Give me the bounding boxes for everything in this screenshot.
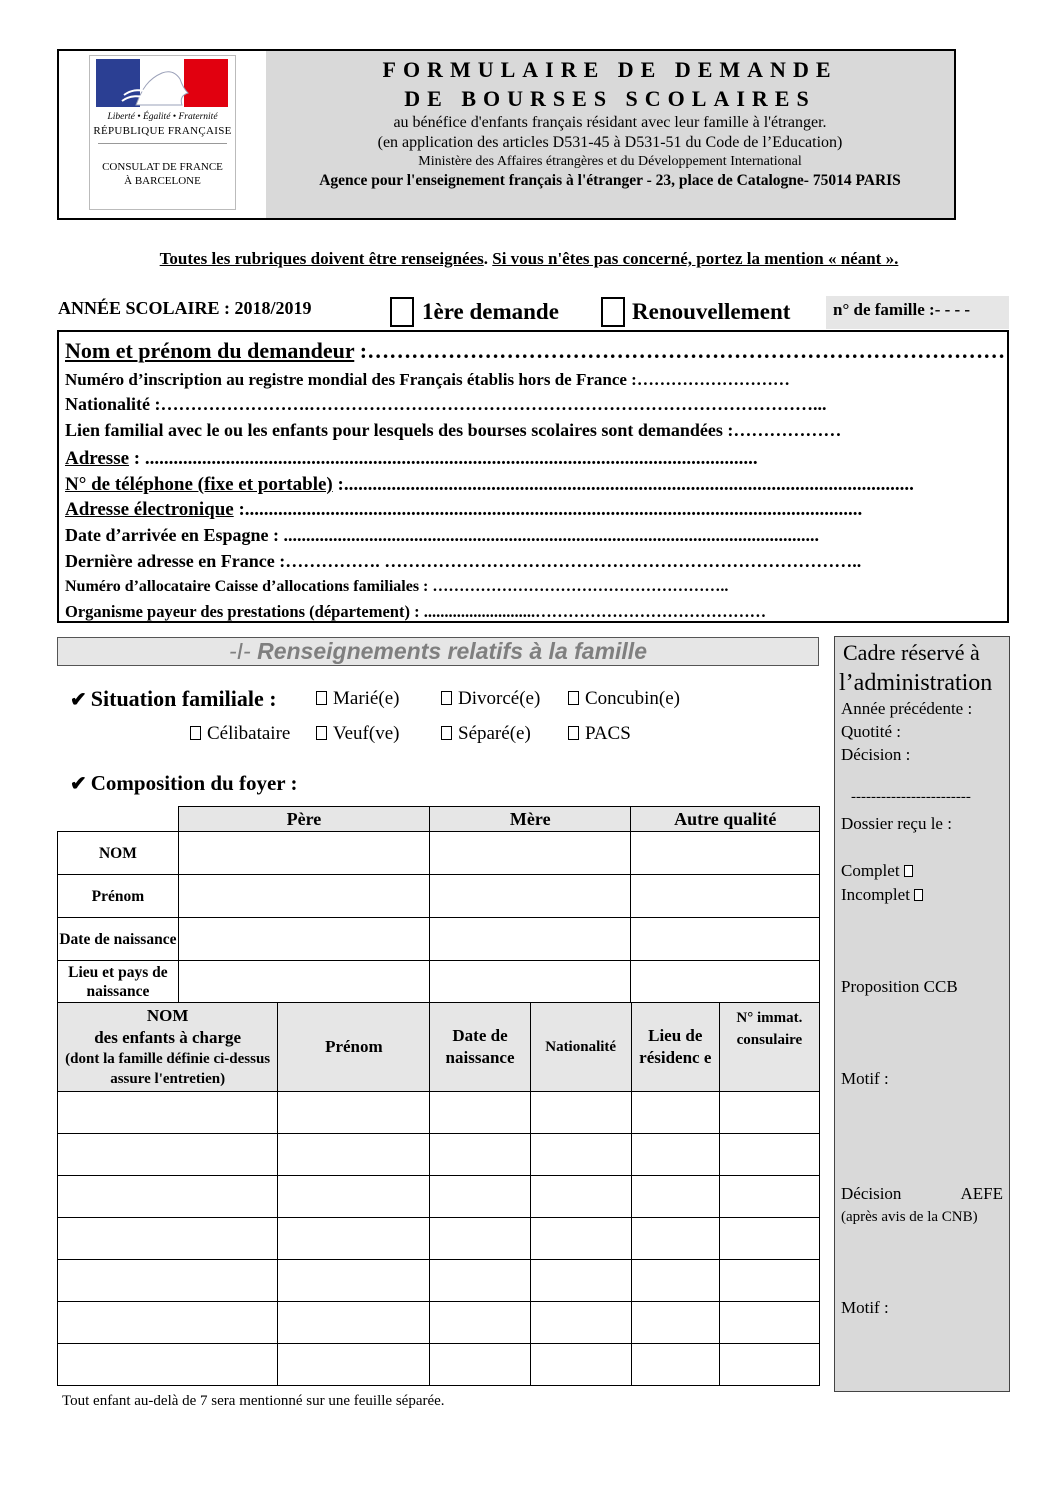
option-celibataire[interactable] — [190, 723, 290, 745]
cell-mere-lieu[interactable] — [430, 961, 631, 1003]
republique-francaise-logo — [89, 55, 236, 210]
ministere-line: Ministère des Affaires étrangères et du Développement International — [418, 154, 802, 169]
complet-option[interactable] — [841, 861, 919, 881]
cell[interactable] — [719, 1092, 819, 1134]
incomplet-label: Incomplet — [841, 885, 910, 904]
col-nom-line3: (dont la famille définie ci-dessus assure l'entretien) — [65, 1051, 271, 1087]
renouvellement-label: Renouvellement — [632, 299, 791, 324]
annee-precedente: Année précédente : — [841, 699, 973, 718]
checkbox-icon[interactable] — [904, 865, 913, 877]
col-nom-line2: des enfants à charge — [94, 1028, 242, 1047]
row-label-lieu: Lieu et pays de naissance — [58, 961, 179, 1003]
cell-autre-nom[interactable] — [631, 832, 820, 875]
complet-label: Complet — [841, 861, 900, 880]
cell[interactable] — [530, 1176, 631, 1218]
checkbox-icon[interactable] — [441, 726, 452, 740]
cell[interactable] — [530, 1134, 631, 1176]
cell-autre-lieu[interactable] — [631, 961, 820, 1003]
cell[interactable] — [58, 1260, 278, 1302]
cell-mere-nom[interactable] — [430, 832, 631, 875]
cell[interactable] — [530, 1092, 631, 1134]
adresse-dots: : ................................................................................................................................. — [129, 448, 758, 469]
consulat-line1: CONSULAT DE FRANCE — [102, 161, 223, 173]
col-autre: Autre qualité — [631, 807, 820, 832]
checkbox-icon[interactable] — [914, 889, 923, 901]
instruction-part1: Toutes les rubriques doivent être renseignées — [159, 249, 484, 268]
check-icon: ✔ — [70, 773, 87, 795]
cell[interactable] — [719, 1344, 819, 1386]
cell[interactable] — [58, 1302, 278, 1344]
cell-pere-date[interactable] — [178, 918, 429, 961]
table-row — [58, 1092, 820, 1134]
col-prenom: Prénom — [278, 1003, 430, 1092]
decision: Décision : — [841, 745, 911, 764]
row-label-date: Date de naissance — [58, 918, 179, 961]
motif-1: Motif : — [841, 1069, 889, 1088]
checkbox-icon[interactable] — [568, 726, 579, 740]
footnote: Tout enfant au-delà de 7 sera mentionné sur une feuille séparée. — [62, 1393, 445, 1409]
checkbox-icon[interactable] — [316, 726, 327, 740]
col-lieu-residence: Lieu de résidenc e — [631, 1003, 719, 1092]
col-nom-line1: NOM — [146, 1006, 189, 1025]
email-field[interactable] — [65, 499, 862, 521]
table-row — [58, 1302, 820, 1344]
cell[interactable] — [719, 1218, 819, 1260]
check-icon: ✔ — [70, 689, 87, 711]
marianne-flag-icon — [96, 59, 228, 107]
checkbox-icon[interactable] — [190, 726, 201, 740]
option-concubin[interactable] — [568, 688, 680, 710]
composition-foyer-label: Composition du foyer : — [90, 771, 298, 795]
option-marie[interactable] — [316, 688, 399, 710]
agence-line: Agence pour l'enseignement français à l'étranger - 23, place de Catalogne- 75014 PARIS — [319, 172, 901, 189]
famille-section-header — [57, 637, 819, 666]
cell-pere-lieu[interactable] — [178, 961, 429, 1003]
form-title-line2: DE BOURSES SCOLAIRES — [404, 86, 816, 111]
cell[interactable] — [530, 1302, 631, 1344]
col-date-naissance: Date de naissance — [430, 1003, 530, 1092]
inscription-field[interactable]: Numéro d’inscription au registre mondial des Français établis hors de France :……………………… — [65, 370, 790, 389]
col-pere: Père — [178, 807, 429, 832]
cell[interactable] — [58, 1134, 278, 1176]
decision-aefe-label: Décision — [841, 1184, 902, 1203]
option-label: Divorcé(e) — [458, 688, 541, 709]
option-label: Célibataire — [207, 723, 291, 744]
cell[interactable] — [631, 1176, 719, 1218]
col-nom-enfants — [58, 1003, 278, 1092]
nom-prenom-dots: :…………………………………………………………………………… — [354, 338, 1006, 363]
apres-avis-cnb: (après avis de la CNB) — [841, 1209, 978, 1225]
cell[interactable] — [530, 1218, 631, 1260]
telephone-label: N° de téléphone (fixe et portable) — [65, 474, 333, 495]
col-nationalite: Nationalité — [530, 1003, 631, 1092]
cell-autre-prenom[interactable] — [631, 875, 820, 918]
row-label-prenom: Prénom — [58, 875, 179, 918]
instruction-line — [57, 249, 1001, 269]
cell[interactable] — [278, 1218, 430, 1260]
option-divorce[interactable] — [441, 688, 540, 710]
cell[interactable] — [719, 1260, 819, 1302]
derniere-adresse-field[interactable]: Dernière adresse en France :……………. …………………………………………………………………….. — [65, 551, 862, 571]
option-pacs[interactable] — [568, 723, 631, 745]
admin-reserved-box — [834, 636, 1010, 1392]
email-dots: :.................................................................................................................................. — [233, 499, 863, 520]
cell[interactable] — [631, 1260, 719, 1302]
cell[interactable] — [631, 1092, 719, 1134]
table-corner — [58, 807, 179, 832]
cell[interactable] — [530, 1260, 631, 1302]
admin-separator: ------------------------ — [851, 789, 971, 805]
option-label: Marié(e) — [333, 688, 400, 709]
cell[interactable] — [719, 1176, 819, 1218]
cell-mere-date[interactable] — [430, 918, 631, 961]
situation-familiale-label: Situation familiale : — [90, 686, 277, 711]
cell[interactable] — [430, 1176, 530, 1218]
motif-2: Motif : — [841, 1298, 889, 1317]
nom-prenom-field[interactable] — [65, 338, 1005, 364]
table-row — [58, 1344, 820, 1386]
option-label: Veuf(ve) — [333, 723, 400, 744]
email-label: Adresse électronique — [65, 499, 234, 520]
cell[interactable] — [631, 1218, 719, 1260]
cell[interactable] — [430, 1218, 530, 1260]
demandeur-section — [57, 330, 1009, 623]
cell[interactable] — [719, 1134, 819, 1176]
cell-mere-prenom[interactable] — [430, 875, 631, 918]
admin-title2: l’administration — [839, 670, 993, 696]
checkbox-icon[interactable] — [441, 691, 452, 705]
logo-divider — [98, 143, 227, 144]
logo-consulat — [90, 160, 235, 188]
cell[interactable] — [58, 1092, 278, 1134]
lien-familial-field[interactable]: Lien familial avec le ou les enfants pour lesquels des bourses scolaires sont demandées :……………… — [65, 420, 842, 440]
telephone-field[interactable] — [65, 474, 914, 496]
option-veuf[interactable] — [316, 723, 399, 745]
section-title: Renseignements relatifs à la famille — [250, 638, 647, 664]
form-header — [57, 49, 956, 220]
cell[interactable] — [58, 1176, 278, 1218]
table-row — [58, 1260, 820, 1302]
annee-scolaire: ANNÉE SCOLAIRE : 2018/2019 — [58, 298, 312, 318]
cell-pere-nom[interactable] — [178, 832, 429, 875]
cell[interactable] — [430, 1302, 530, 1344]
cell-pere-prenom[interactable] — [178, 875, 429, 918]
dossier-recu: Dossier reçu le : — [841, 814, 952, 833]
premiere-demande-label: 1ère demande — [422, 299, 559, 324]
proposition-ccb: Proposition CCB — [841, 977, 958, 996]
parents-table — [57, 806, 820, 1003]
cell[interactable] — [430, 1344, 530, 1386]
logo-area — [59, 51, 268, 218]
telephone-dots: :........................................................................................................................ — [332, 474, 914, 495]
premiere-demande-checkbox[interactable] — [390, 297, 414, 327]
col-mere: Mère — [430, 807, 631, 832]
date-arrivee-field[interactable]: Date d’arrivée en Espagne : ....................................................................................................................... — [65, 525, 819, 545]
cell[interactable] — [631, 1344, 719, 1386]
cell[interactable] — [58, 1344, 278, 1386]
form-subtitle1: au bénéfice d'enfants français résidant avec leur famille à l'étranger. — [393, 114, 827, 131]
option-label: Séparé(e) — [458, 723, 531, 744]
instruction-sep: . — [483, 249, 493, 268]
form-title-line1: FORMULAIRE DE DEMANDE — [382, 57, 838, 82]
cell[interactable] — [719, 1302, 819, 1344]
logo-motto: Liberté • Égalité • Fraternité — [107, 112, 218, 122]
caf-field[interactable]: Numéro d’allocataire Caisse d’allocations familiales : ……………………………………………….. — [65, 578, 729, 595]
cell[interactable] — [430, 1260, 530, 1302]
consulat-line2: À BARCELONE — [124, 175, 201, 187]
table-row — [58, 1176, 820, 1218]
nom-prenom-label: Nom et prénom du demandeur — [65, 338, 355, 363]
row-label-nom: NOM — [58, 832, 179, 875]
cell[interactable] — [278, 1302, 430, 1344]
admin-title1: Cadre réservé à — [843, 640, 980, 665]
enfants-table — [57, 1002, 820, 1386]
organisme-field[interactable]: Organisme payeur des prestations (département) : ...........................…………………………………… — [65, 602, 767, 621]
cell[interactable] — [430, 1134, 530, 1176]
logo-republique: RÉPUBLIQUE FRANÇAISE — [93, 125, 232, 137]
situation-familiale — [70, 686, 277, 712]
section-number: -I- — [229, 638, 251, 664]
cell[interactable] — [631, 1302, 719, 1344]
cell[interactable] — [278, 1176, 430, 1218]
option-label: Concubin(e) — [585, 688, 680, 709]
col-immat: N° immat. consulaire — [719, 1003, 819, 1092]
cell[interactable] — [430, 1092, 530, 1134]
cell[interactable] — [58, 1218, 278, 1260]
composition-foyer — [70, 771, 297, 796]
cell-autre-date[interactable] — [631, 918, 820, 961]
instruction-part2: Si vous n'êtes pas concerné, portez la mention « néant ». — [492, 249, 899, 268]
cell[interactable] — [278, 1134, 430, 1176]
cell[interactable] — [631, 1134, 719, 1176]
cell[interactable] — [278, 1260, 430, 1302]
renouvellement-checkbox[interactable] — [601, 297, 625, 327]
quotite: Quotité : — [841, 722, 901, 741]
numero-famille-label: n° de famille :- - - - — [833, 300, 971, 319]
option-separe[interactable] — [441, 723, 531, 745]
table-row — [58, 1218, 820, 1260]
option-label: PACS — [585, 723, 631, 744]
cell[interactable] — [278, 1092, 430, 1134]
cell[interactable] — [530, 1344, 631, 1386]
adresse-label: Adresse — [65, 448, 130, 469]
checkbox-icon[interactable] — [568, 691, 579, 705]
table-row — [58, 1134, 820, 1176]
form-subtitle2: (en application des articles D531-45 à D531-51 du Code de l’Education) — [377, 134, 843, 151]
checkbox-icon[interactable] — [316, 691, 327, 705]
decision-aefe-org: AEFE — [960, 1184, 1003, 1203]
title-area — [266, 51, 954, 218]
nationalite-field[interactable]: Nationalité :…………………….…………………………………………………………………………... — [65, 394, 827, 414]
cell[interactable] — [278, 1344, 430, 1386]
incomplet-option[interactable] — [841, 885, 929, 905]
adresse-field[interactable] — [65, 448, 758, 470]
